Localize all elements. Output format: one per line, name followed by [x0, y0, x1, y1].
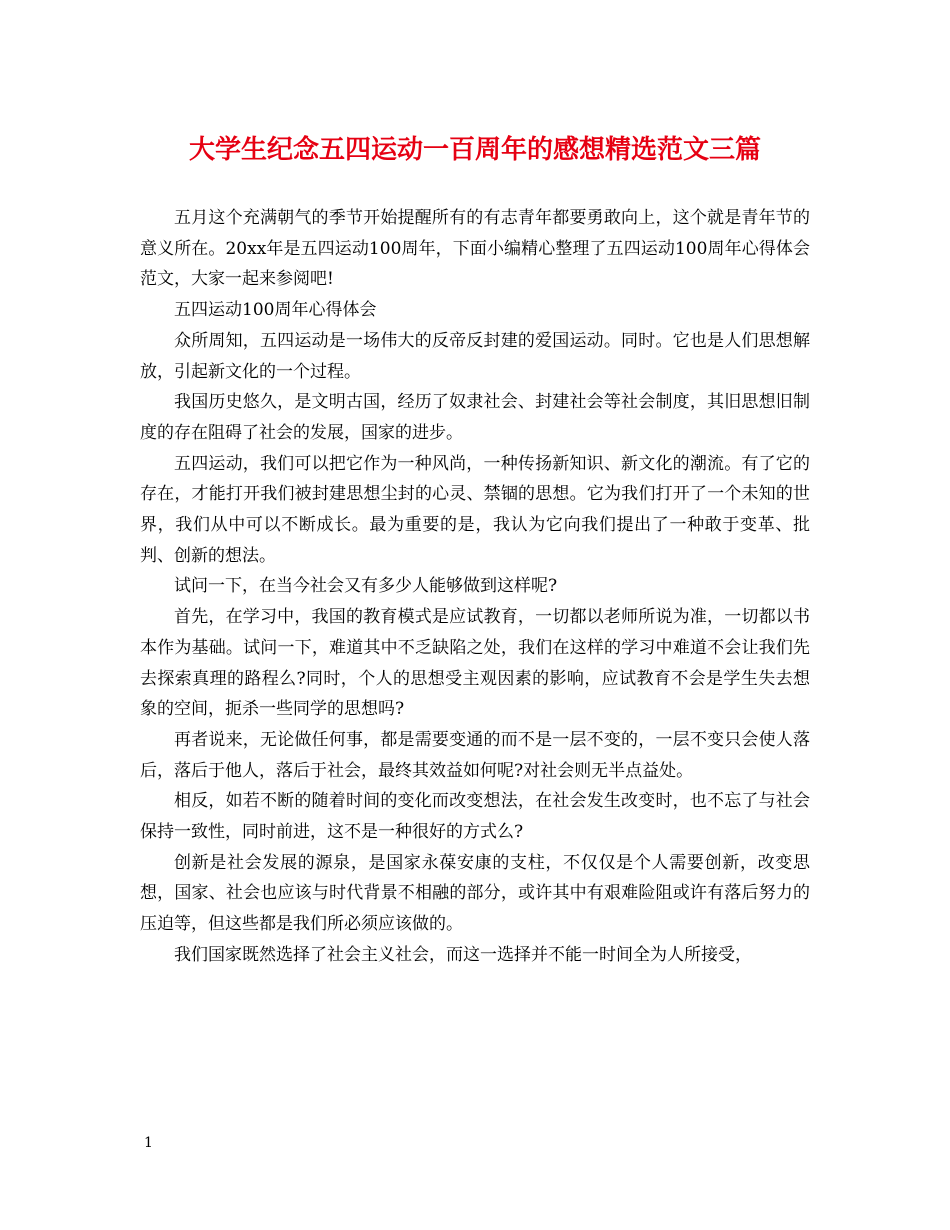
- paragraph: 创新是社会发展的源泉，是国家永葆安康的支柱，不仅仅是个人需要创新，改变思想，国家、社会也应该与时代背景不相融的部分，或许其中有艰难险阻或许有落后努力的压迫等，但这些都是我们所必须应该做的。: [140, 852, 810, 935]
- paragraph: 再者说来，无论做任何事，都是需要变通的而不是一层不变的，一层不变只会使人落后，落后于他人，落后于社会，最终其效益如何呢?对社会则无半点益处。: [140, 729, 810, 781]
- paragraph: 首先，在学习中，我国的教育模式是应试教育，一切都以老师所说为准，一切都以书本作为基础。试问一下，难道其中不乏缺陷之处，我们在这样的学习中难道不会让我们先去探索真理的路程么?同时，个人的思想受主观因素的影响，应试教育不会是学生失去想象的空间，扼杀一些同学的思想吗?: [140, 607, 810, 720]
- paragraph: 相反，如若不断的随着时间的变化而改变想法，在社会发生改变时，也不忘了与社会保持一致性，同时前进，这不是一种很好的方式么?: [140, 791, 810, 843]
- paragraph: 我们国家既然选择了社会主义社会，而这一选择并不能一时间全为人所接受，: [174, 944, 752, 965]
- document-title: 大学生纪念五四运动一百周年的感想精选范文三篇: [188, 135, 761, 165]
- page-number: 1: [144, 1135, 153, 1151]
- paragraph-subheading: 五四运动100周年心得体会: [174, 300, 377, 321]
- document-body: [140, 203, 810, 971]
- paragraph: 我国历史悠久，是文明古国，经历了奴隶社会、封建社会等社会制度，其旧思想旧制度的存在阻碍了社会的发展，国家的进步。: [140, 392, 810, 443]
- paragraph-intro: 五月这个充满朝气的季节开始提醒所有的有志青年都要勇敢向上，这个就是青年节的意义所在。20xx年是五四运动100周年，下面小编精心整理了五四运动100周年心得体会范文，大家一起来参阅吧!: [140, 208, 810, 290]
- paragraph: 众所周知，五四运动是一场伟大的反帝反封建的爱国运动。同时。它也是人们思想解放，引起新文化的一个过程。: [140, 330, 810, 382]
- paragraph: 五四运动，我们可以把它作为一种风尚，一种传扬新知识、新文化的潮流。有了它的存在，才能打开我们被封建思想尘封的心灵、禁锢的思想。它为我们打开了一个未知的世界，我们从中可以不断成长。最为重要的是，我认为它向我们提出了一种敢于变革、批判、创新的想法。: [140, 453, 810, 566]
- paragraph: 试问一下，在当今社会又有多少人能够做到这样呢?: [174, 576, 558, 597]
